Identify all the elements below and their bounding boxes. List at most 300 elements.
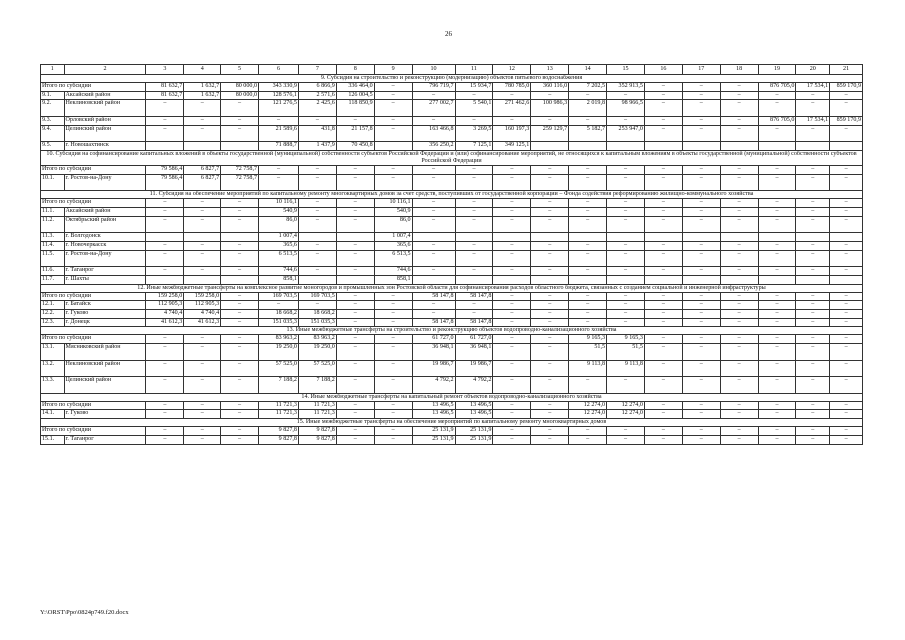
table-cell: – xyxy=(569,216,607,233)
table-cell: – xyxy=(493,292,531,301)
table-cell: г. Донецк xyxy=(64,318,146,327)
table-cell: 58 147,8 xyxy=(412,318,455,327)
table-cell: г. Шахты xyxy=(64,275,146,284)
table-cell: – xyxy=(830,216,863,233)
table-cell: – xyxy=(221,309,259,318)
table-cell: – xyxy=(644,435,682,444)
column-number-cell: 9 xyxy=(374,65,412,75)
column-number-cell: 19 xyxy=(758,65,796,75)
table-cell: 19 986,7 xyxy=(455,360,493,377)
table-cell: – xyxy=(796,199,830,208)
table-cell: – xyxy=(682,435,720,444)
table-cell: – xyxy=(758,318,796,327)
table-cell: – xyxy=(720,250,758,267)
table-cell: – xyxy=(720,435,758,444)
table-cell: – xyxy=(796,207,830,216)
table-row xyxy=(41,165,863,174)
table-cell: 83 963,2 xyxy=(298,335,336,344)
table-cell: 61 727,0 xyxy=(412,335,455,344)
table-cell xyxy=(569,275,607,284)
table-cell: – xyxy=(184,199,221,208)
table-cell: – xyxy=(493,267,531,276)
table-cell: – xyxy=(830,100,863,117)
table-cell: – xyxy=(758,199,796,208)
table-cell: – xyxy=(644,216,682,233)
table-cell: – xyxy=(455,174,493,191)
table-cell: – xyxy=(531,318,569,327)
table-cell: – xyxy=(830,250,863,267)
table-cell: 15 934,7 xyxy=(455,83,493,92)
table-cell: – xyxy=(720,427,758,436)
table-cell: – xyxy=(412,174,455,191)
table-cell: 9 827,8 xyxy=(298,435,336,444)
table-cell: 163 466,8 xyxy=(412,125,455,142)
file-path-footer: Y:\ORST\Ppo\0824p749.f20.docx xyxy=(40,609,129,616)
table-cell: 25 131,9 xyxy=(412,427,455,436)
table-cell: – xyxy=(184,125,221,142)
table-cell: – xyxy=(569,301,607,310)
table-cell: – xyxy=(644,301,682,310)
table-cell: – xyxy=(682,241,720,250)
table-cell: Итого по субсидии xyxy=(41,292,146,301)
table-cell: – xyxy=(336,410,374,419)
table-cell: 2 571,6 xyxy=(298,91,336,100)
table-cell: – xyxy=(720,401,758,410)
table-cell: 17 534,1 xyxy=(796,116,830,125)
table-cell: – xyxy=(455,207,493,216)
table-cell: 58 147,8 xyxy=(412,292,455,301)
table-cell: 2 425,6 xyxy=(298,100,336,117)
table-cell: – xyxy=(412,267,455,276)
table-cell: – xyxy=(758,335,796,344)
table-row xyxy=(41,174,863,191)
table-cell: – xyxy=(830,301,863,310)
table-cell: – xyxy=(493,318,531,327)
table-cell: 72 758,7 xyxy=(221,174,259,191)
table-cell: – xyxy=(298,216,336,233)
table-cell: 21 157,8 xyxy=(336,125,374,142)
table-cell: – xyxy=(569,241,607,250)
table-row xyxy=(41,410,863,419)
table-cell: 744,6 xyxy=(259,267,299,276)
table-cell: – xyxy=(531,335,569,344)
table-cell: – xyxy=(682,377,720,394)
table-cell xyxy=(336,233,374,242)
table-cell: – xyxy=(493,401,531,410)
table-cell xyxy=(184,275,221,284)
table-cell: 9.2. xyxy=(41,100,65,117)
table-cell: – xyxy=(374,100,412,117)
table-cell: – xyxy=(146,216,184,233)
section-title-row xyxy=(41,393,863,401)
column-number-cell: 4 xyxy=(184,65,221,75)
table-cell: – xyxy=(221,335,259,344)
table-cell: – xyxy=(374,165,412,174)
table-cell: – xyxy=(644,241,682,250)
table-cell: 259 129,7 xyxy=(531,125,569,142)
table-cell: – xyxy=(607,318,645,327)
table-cell: 7 188,2 xyxy=(298,377,336,394)
table-cell: – xyxy=(758,435,796,444)
table-cell: – xyxy=(607,435,645,444)
table-row xyxy=(41,343,863,360)
table-cell: 18 668,2 xyxy=(298,309,336,318)
table-cell: – xyxy=(374,174,412,191)
table-cell: – xyxy=(298,116,336,125)
table-cell: – xyxy=(336,309,374,318)
table-cell: – xyxy=(569,250,607,267)
section-title-row xyxy=(41,284,863,292)
table-cell: – xyxy=(298,241,336,250)
table-cell: – xyxy=(796,250,830,267)
table-cell: 11.7. xyxy=(41,275,65,284)
section-title: 15. Иные межбюджетные трансферты на обеспечение мероприятий по капитальному ремонту многоквартирных домов xyxy=(41,419,863,427)
table-cell: – xyxy=(336,267,374,276)
table-cell: – xyxy=(569,199,607,208)
table-cell: – xyxy=(531,292,569,301)
table-cell xyxy=(720,275,758,284)
section-title: 12. Иные межбюджетные трансферты на комплексное развитие моногородов и промышленных зон Ростовской области для софинансирования расходов областного бюджета, связанных с созданием социальной и инженерной инфраструктуры xyxy=(41,284,863,292)
table-cell: 356 250,2 xyxy=(412,142,455,151)
table-cell: 360 116,0 xyxy=(531,83,569,92)
table-cell xyxy=(146,275,184,284)
table-cell: – xyxy=(607,292,645,301)
table-cell: – xyxy=(412,301,455,310)
table-cell: – xyxy=(374,83,412,92)
table-cell: Итого по субсидии xyxy=(41,427,146,436)
table-cell: – xyxy=(682,292,720,301)
table-cell: – xyxy=(796,267,830,276)
table-cell: 10.1. xyxy=(41,174,65,191)
table-cell: 4 740,4 xyxy=(146,309,184,318)
table-cell: – xyxy=(758,427,796,436)
table-cell: 128 576,1 xyxy=(259,91,299,100)
table-cell: – xyxy=(493,309,531,318)
table-cell: – xyxy=(607,301,645,310)
table-cell: – xyxy=(720,410,758,419)
table-cell: – xyxy=(336,250,374,267)
table-cell: – xyxy=(374,427,412,436)
table-cell: – xyxy=(374,335,412,344)
table-cell: 9 165,3 xyxy=(569,335,607,344)
table-cell: – xyxy=(374,292,412,301)
table-row xyxy=(41,241,863,250)
table-cell: – xyxy=(607,174,645,191)
table-cell: – xyxy=(830,199,863,208)
table-cell: – xyxy=(682,216,720,233)
table-cell: – xyxy=(758,309,796,318)
table-cell xyxy=(644,275,682,284)
table-cell: 6 513,5 xyxy=(374,250,412,267)
table-row xyxy=(41,335,863,344)
table-cell: – xyxy=(531,267,569,276)
table-cell: 9.4. xyxy=(41,125,65,142)
table-cell xyxy=(569,233,607,242)
table-cell: 11 721,3 xyxy=(259,410,299,419)
table-cell: – xyxy=(146,125,184,142)
table-cell: 352 913,5 xyxy=(607,83,645,92)
table-cell: – xyxy=(569,309,607,318)
table-cell: – xyxy=(720,165,758,174)
section-title-row xyxy=(41,150,863,165)
table-cell: 4 740,4 xyxy=(184,309,221,318)
table-cell: – xyxy=(758,207,796,216)
table-row xyxy=(41,267,863,276)
table-cell: – xyxy=(758,267,796,276)
table-cell: 271 462,6 xyxy=(493,100,531,117)
table-cell: – xyxy=(682,343,720,360)
table-cell: – xyxy=(720,125,758,142)
table-cell: – xyxy=(796,100,830,117)
table-cell: 17 534,1 xyxy=(796,83,830,92)
table-cell: – xyxy=(796,91,830,100)
table-cell: – xyxy=(720,343,758,360)
table-cell: – xyxy=(796,427,830,436)
table-cell: – xyxy=(221,207,259,216)
table-cell: – xyxy=(830,241,863,250)
table-cell: – xyxy=(758,410,796,419)
table-cell: – xyxy=(184,343,221,360)
table-cell: 13 496,5 xyxy=(412,401,455,410)
table-cell: – xyxy=(146,377,184,394)
table-cell: – xyxy=(531,360,569,377)
table-cell: – xyxy=(644,267,682,276)
table-row xyxy=(41,91,863,100)
table-cell: 14.1. xyxy=(41,410,65,419)
table-cell: 6 827,7 xyxy=(184,165,221,174)
table-cell: – xyxy=(412,250,455,267)
table-cell: – xyxy=(146,360,184,377)
table-cell: – xyxy=(607,91,645,100)
table-cell: 253 947,0 xyxy=(607,125,645,142)
table-cell: – xyxy=(531,410,569,419)
table-cell: 876 705,0 xyxy=(758,116,796,125)
table-cell: – xyxy=(644,309,682,318)
table-cell: Итого по субсидии xyxy=(41,401,146,410)
table-cell: – xyxy=(184,377,221,394)
table-cell: – xyxy=(531,401,569,410)
table-cell: – xyxy=(830,410,863,419)
table-cell: – xyxy=(796,335,830,344)
table-cell: г. Ростов-на-Дону xyxy=(64,174,146,191)
table-cell: 71 888,7 xyxy=(259,142,299,151)
column-number-cell: 2 xyxy=(64,65,146,75)
table-cell: – xyxy=(644,207,682,216)
table-row xyxy=(41,318,863,327)
table-cell: 58 147,8 xyxy=(455,292,493,301)
table-cell: 9 827,8 xyxy=(259,427,299,436)
table-cell: – xyxy=(412,199,455,208)
table-cell: – xyxy=(796,377,830,394)
table-cell: – xyxy=(336,116,374,125)
table-cell xyxy=(569,142,607,151)
table-cell: 9 165,3 xyxy=(607,335,645,344)
section-title: 10. Субсидия на софинансирование капитальных вложений в объекты государственной (муниципальной) собственности субъектов Российской Федерации и (или) софинансирование мероприятий, не относящихся к капитальным вложениям в объекты государственной (муниципальной) собственности субъектов Российской Федерации xyxy=(41,150,863,165)
table-cell: – xyxy=(682,207,720,216)
table-cell: – xyxy=(146,335,184,344)
table-cell: – xyxy=(569,318,607,327)
column-number-cell: 14 xyxy=(569,65,607,75)
section-title: 13. Иные межбюджетные трансферты на строительство и реконструкцию объектов водопроводно-канализационного хозяйства xyxy=(41,327,863,335)
table-cell: – xyxy=(644,83,682,92)
table-cell: – xyxy=(644,174,682,191)
table-cell: 112 905,3 xyxy=(146,301,184,310)
table-cell: – xyxy=(758,360,796,377)
table-cell: – xyxy=(221,401,259,410)
table-cell: г. Ростов-на-Дону xyxy=(64,250,146,267)
table-cell xyxy=(682,142,720,151)
table-cell: – xyxy=(682,309,720,318)
table-cell: – xyxy=(455,91,493,100)
table-cell: – xyxy=(569,267,607,276)
table-cell: 79 586,4 xyxy=(146,165,184,174)
table-cell: – xyxy=(796,343,830,360)
table-cell: – xyxy=(336,165,374,174)
table-cell: – xyxy=(374,318,412,327)
table-cell xyxy=(531,142,569,151)
table-cell: – xyxy=(682,250,720,267)
table-cell: – xyxy=(796,216,830,233)
table-cell: – xyxy=(682,116,720,125)
table-cell: – xyxy=(221,435,259,444)
table-cell: – xyxy=(221,100,259,117)
table-cell: 11.3. xyxy=(41,233,65,242)
table-cell: 12.1. xyxy=(41,301,65,310)
table-cell xyxy=(146,233,184,242)
table-cell: – xyxy=(146,241,184,250)
table-cell: – xyxy=(758,241,796,250)
section-title: 11. Субсидия на обеспечение мероприятий по капитальному ремонту многоквартирных домов за счет средств, поступивших от государственной корпорации – Фонда содействия реформированию жилищно-коммунального хозяйства xyxy=(41,191,863,199)
section-title: 14. Иные межбюджетные трансферты на капитальный ремонт объектов водопроводно-канализационного хозяйства xyxy=(41,393,863,401)
table-cell: – xyxy=(298,199,336,208)
table-cell: – xyxy=(374,410,412,419)
table-cell: 36 948,1 xyxy=(455,343,493,360)
table-cell: 12 274,0 xyxy=(569,410,607,419)
table-cell: – xyxy=(569,174,607,191)
table-cell: 6 866,9 xyxy=(298,83,336,92)
table-cell: – xyxy=(682,91,720,100)
table-cell: Целинский район xyxy=(64,377,146,394)
table-cell: Итого по субсидии xyxy=(41,165,146,174)
table-cell xyxy=(455,275,493,284)
section-title: 9. Субсидия на строительство и реконструкцию (модернизацию) объектов питьевого водоснабжения xyxy=(41,75,863,83)
table-row xyxy=(41,142,863,151)
table-cell: – xyxy=(336,241,374,250)
table-cell: – xyxy=(493,216,531,233)
table-cell: – xyxy=(221,216,259,233)
column-number-cell: 18 xyxy=(720,65,758,75)
table-cell: 58 147,8 xyxy=(455,318,493,327)
table-cell: – xyxy=(644,318,682,327)
table-cell: – xyxy=(830,165,863,174)
table-cell: 169 703,5 xyxy=(298,292,336,301)
table-cell: – xyxy=(221,318,259,327)
table-cell: – xyxy=(682,427,720,436)
column-number-cell: 1 xyxy=(41,65,65,75)
table-cell: 336 464,0 xyxy=(336,83,374,92)
table-cell: – xyxy=(796,301,830,310)
table-cell: – xyxy=(830,335,863,344)
table-cell: 1 632,7 xyxy=(184,91,221,100)
table-cell: – xyxy=(569,91,607,100)
table-cell: г. Гуково xyxy=(64,410,146,419)
table-cell: – xyxy=(830,360,863,377)
table-cell: – xyxy=(374,377,412,394)
table-cell: – xyxy=(336,207,374,216)
table-cell: 13.2. xyxy=(41,360,65,377)
table-cell: Итого по субсидии xyxy=(41,83,146,92)
table-cell: 112 905,3 xyxy=(184,301,221,310)
table-cell: – xyxy=(298,301,336,310)
table-cell: – xyxy=(682,318,720,327)
table-cell xyxy=(607,233,645,242)
table-row xyxy=(41,360,863,377)
table-cell: – xyxy=(184,267,221,276)
table-cell xyxy=(531,233,569,242)
table-cell xyxy=(184,142,221,151)
table-cell: – xyxy=(493,335,531,344)
table-cell: – xyxy=(221,292,259,301)
table-cell: 1 437,9 xyxy=(298,142,336,151)
table-cell: 169 703,5 xyxy=(259,292,299,301)
table-cell xyxy=(493,233,531,242)
table-row xyxy=(41,301,863,310)
table-cell: 343 330,9 xyxy=(259,83,299,92)
table-cell: – xyxy=(720,309,758,318)
table-cell: 365,6 xyxy=(259,241,299,250)
table-cell xyxy=(184,233,221,242)
table-cell: – xyxy=(758,165,796,174)
table-cell: 11.5. xyxy=(41,250,65,267)
table-cell: – xyxy=(682,100,720,117)
table-cell: 80 000,0 xyxy=(221,91,259,100)
table-cell: – xyxy=(493,241,531,250)
table-cell: – xyxy=(412,216,455,233)
table-cell: 876 705,0 xyxy=(758,83,796,92)
table-cell: 151 035,3 xyxy=(259,318,299,327)
table-cell: г. Волгодонск xyxy=(64,233,146,242)
table-cell: – xyxy=(455,309,493,318)
table-cell: – xyxy=(493,199,531,208)
table-cell: – xyxy=(830,125,863,142)
table-row xyxy=(41,100,863,117)
table-cell: – xyxy=(569,165,607,174)
table-cell: – xyxy=(146,250,184,267)
table-cell: 25 131,9 xyxy=(455,427,493,436)
table-cell: – xyxy=(796,318,830,327)
table-cell: 19 250,0 xyxy=(259,343,299,360)
table-cell: – xyxy=(644,410,682,419)
table-cell: – xyxy=(493,174,531,191)
table-cell: 70 450,8 xyxy=(336,142,374,151)
table-cell: – xyxy=(644,360,682,377)
table-cell: – xyxy=(682,360,720,377)
table-cell: – xyxy=(720,241,758,250)
table-cell: – xyxy=(830,343,863,360)
table-cell: – xyxy=(184,427,221,436)
table-cell: – xyxy=(830,427,863,436)
table-cell: – xyxy=(493,91,531,100)
table-cell: – xyxy=(336,377,374,394)
table-cell: – xyxy=(682,199,720,208)
table-cell: – xyxy=(412,165,455,174)
table-cell: – xyxy=(682,165,720,174)
table-cell: – xyxy=(336,199,374,208)
table-cell: – xyxy=(682,410,720,419)
table-cell: – xyxy=(531,165,569,174)
table-cell: 858,1 xyxy=(259,275,299,284)
table-cell: – xyxy=(796,241,830,250)
